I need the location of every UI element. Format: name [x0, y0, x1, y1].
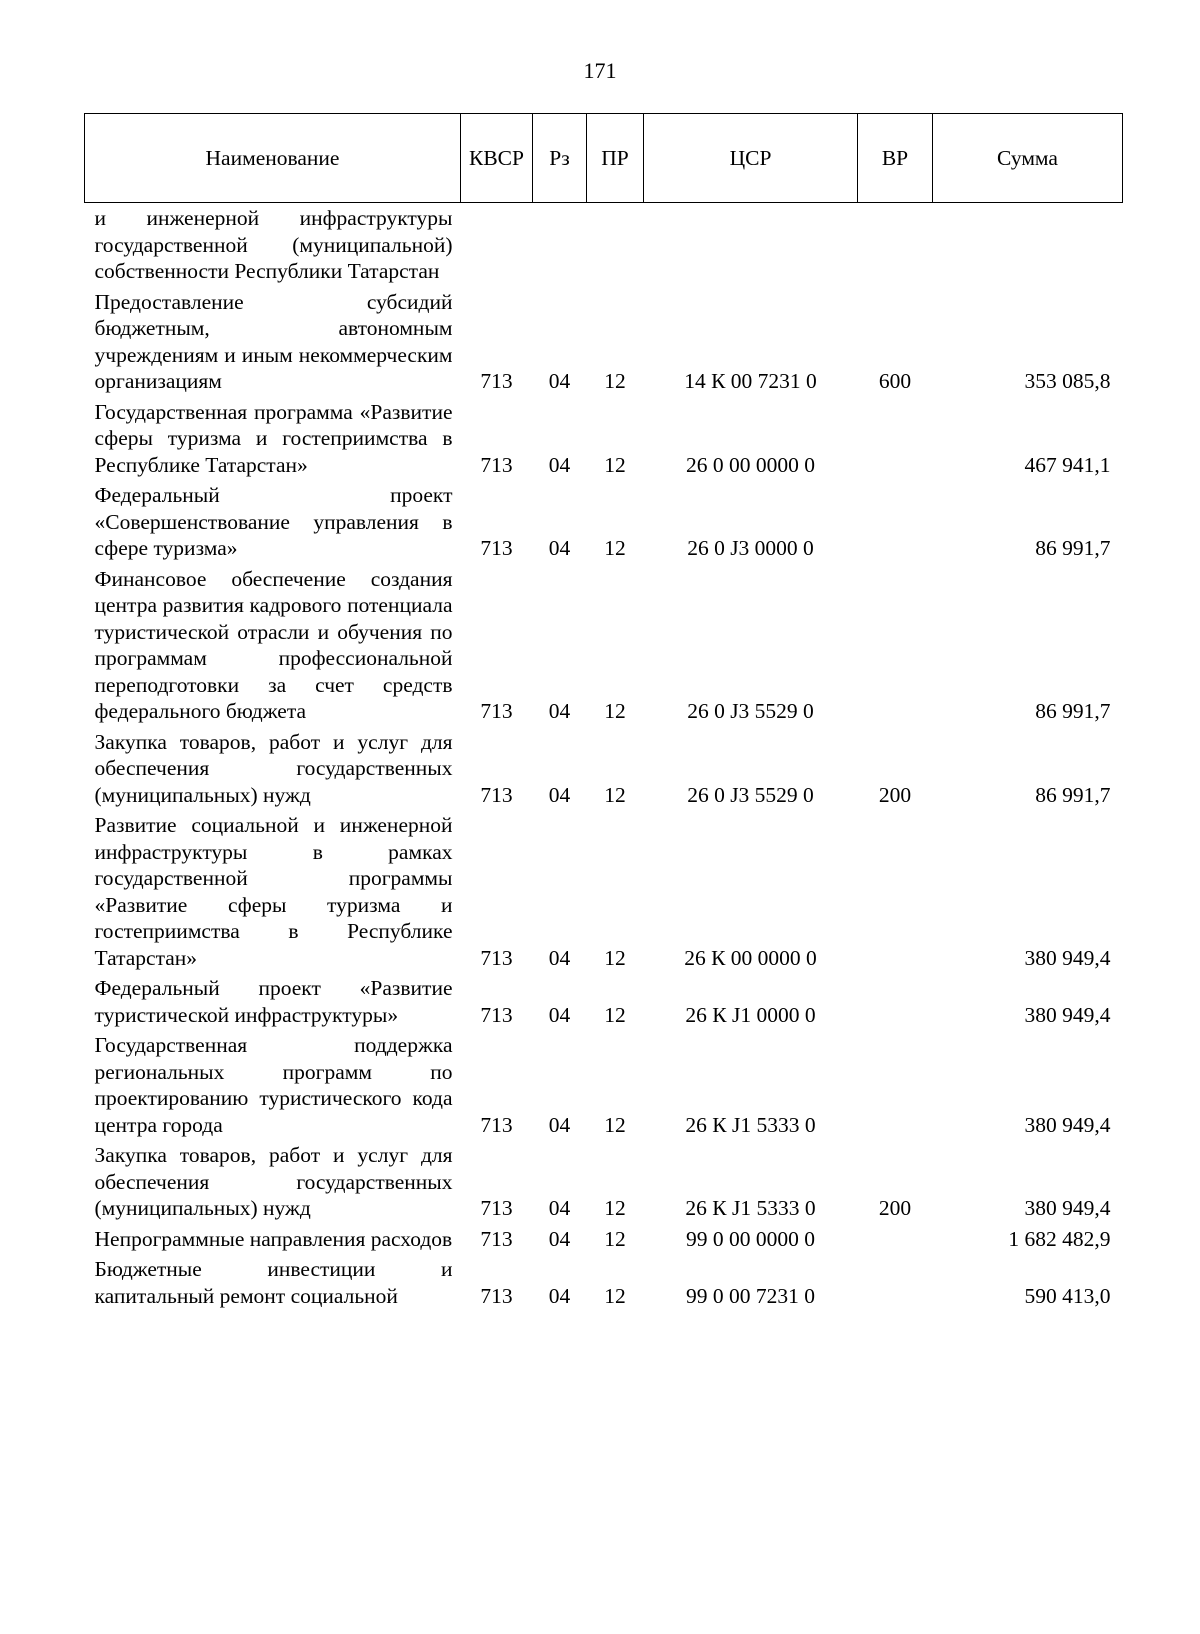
row-kvsr: 713 — [480, 1196, 513, 1220]
table-body — [85, 203, 1123, 1312]
row-kvsr: 713 — [480, 369, 513, 393]
row-vr — [858, 1254, 933, 1311]
header-kvsr: КВСР — [461, 114, 533, 203]
row-vr — [858, 1224, 933, 1255]
row-pr: 12 — [604, 452, 626, 477]
row-pr: 12 — [604, 1283, 626, 1308]
row-rz: 04 — [548, 1283, 571, 1308]
header-rz: Рз — [533, 114, 587, 203]
row-csr: 26 К 00 0000 0 — [684, 945, 817, 970]
header-name: Наименование — [85, 114, 461, 203]
row-rz: 04 — [548, 1226, 571, 1251]
row-pr: 12 — [604, 1196, 626, 1220]
row-csr: 26 0 00 0000 0 — [686, 452, 815, 477]
row-pr: 12 — [604, 369, 626, 393]
row-kvsr: 713 — [480, 1283, 513, 1308]
page-number: 171 — [583, 58, 617, 83]
row-csr: 26 0 J3 5529 0 — [687, 782, 814, 807]
row-name: Государственная программа «Развитие сферы туризма и гостеприимства в Республике Татарстан» — [94, 399, 453, 477]
header-sum: Сумма — [933, 114, 1123, 203]
row-pr: 12 — [604, 1002, 626, 1027]
row-name: Предоставление субсидий бюджетным, автономным учреждениям и иным некоммерческим организациям — [94, 289, 453, 393]
row-name: Закупка товаров, работ и услуг для обеспечения государственных (муниципальных) нужд — [94, 1143, 453, 1220]
row-csr: 14 К 00 7231 0 — [684, 369, 817, 393]
row-sum: 86 991,7 — [1035, 782, 1111, 807]
row-name: и инженерной инфраструктуры государственной (муниципальной) собственности Республики Татарстан — [94, 206, 453, 283]
row-sum: 467 941,1 — [1024, 452, 1111, 477]
table-row — [85, 973, 1123, 1030]
row-csr: 26 0 J3 0000 0 — [687, 536, 814, 560]
row-name: Федеральный проект «Совершенствование управления в сфере туризма» — [94, 483, 453, 560]
row-kvsr — [461, 203, 533, 287]
row-csr: 99 0 00 0000 0 — [686, 1226, 815, 1251]
row-sum: 86 991,7 — [1035, 536, 1111, 560]
row-vr — [858, 810, 933, 973]
budget-table — [84, 113, 1123, 1311]
row-kvsr: 713 — [480, 1002, 513, 1027]
table-row — [85, 1254, 1123, 1311]
table-row — [85, 397, 1123, 481]
row-vr — [858, 480, 933, 564]
row-sum: 380 949,4 — [1024, 1112, 1111, 1137]
row-kvsr: 713 — [480, 1112, 513, 1137]
row-rz: 04 — [548, 369, 571, 393]
row-name: Закупка товаров, работ и услуг для обеспечения государственных (муниципальных) нужд — [94, 729, 453, 807]
row-vr: 200 — [878, 782, 912, 807]
row-sum: 353 085,8 — [1024, 369, 1111, 393]
row-vr — [858, 203, 933, 287]
table-row — [85, 727, 1123, 811]
table-row — [85, 480, 1123, 564]
row-pr: 12 — [604, 536, 626, 560]
row-vr — [858, 564, 933, 727]
row-sum: 380 949,4 — [1024, 945, 1111, 970]
row-rz: 04 — [548, 452, 571, 477]
row-pr: 12 — [604, 699, 626, 723]
row-kvsr: 713 — [480, 782, 513, 807]
table-row — [85, 810, 1123, 973]
row-name: Государственная поддержка региональных программ по проектированию туристического кода центра города — [94, 1033, 453, 1137]
row-sum — [933, 203, 1123, 287]
row-name: Федеральный проект «Развитие туристической инфраструктуры» — [94, 976, 453, 1027]
table-header — [85, 114, 1123, 203]
row-sum: 86 991,7 — [1035, 699, 1111, 723]
header-csr: ЦСР — [644, 114, 858, 203]
row-rz: 04 — [548, 1002, 571, 1027]
row-kvsr: 713 — [480, 945, 513, 970]
row-pr: 12 — [604, 945, 626, 970]
row-name: Бюджетные инвестиции и капитальный ремонт социальной — [94, 1257, 453, 1308]
row-kvsr: 713 — [480, 452, 513, 477]
row-rz: 04 — [548, 1196, 571, 1220]
row-rz — [533, 203, 587, 287]
row-sum: 380 949,4 — [1024, 1196, 1111, 1220]
row-csr: 26 К J1 5333 0 — [685, 1196, 816, 1220]
header-vr: ВР — [858, 114, 933, 203]
row-rz: 04 — [548, 782, 571, 807]
row-csr: 26 0 J3 5529 0 — [687, 699, 814, 723]
row-sum: 1 682 482,9 — [1008, 1226, 1111, 1251]
row-kvsr: 713 — [480, 699, 513, 723]
row-sum: 590 413,0 — [1024, 1283, 1111, 1308]
row-name: Развитие социальной и инженерной инфраструктуры в рамках государственной программы «Развитие сферы туризма и гостеприимства в Республике Татарстан» — [94, 813, 453, 970]
row-vr: 200 — [878, 1196, 912, 1220]
row-sum: 380 949,4 — [1024, 1002, 1111, 1027]
row-vr: 600 — [878, 369, 912, 393]
table-row — [85, 203, 1123, 287]
row-csr: 99 0 00 7231 0 — [686, 1283, 815, 1308]
row-vr — [858, 397, 933, 481]
row-name: Финансовое обеспечение создания центра развития кадрового потенциала туристической отрасли и обучения по программам профессиональной переподготовки за счет средств федерального бюджета — [94, 566, 453, 723]
row-csr — [644, 203, 858, 287]
row-vr — [858, 1030, 933, 1140]
row-kvsr: 713 — [480, 536, 513, 560]
row-kvsr: 713 — [480, 1226, 513, 1251]
row-rz: 04 — [548, 945, 571, 970]
row-rz: 04 — [548, 536, 571, 560]
row-rz: 04 — [548, 699, 571, 723]
row-name: Непрограммные направления расходов — [94, 1226, 453, 1251]
row-pr: 12 — [604, 1112, 626, 1137]
row-vr — [858, 973, 933, 1030]
table-row — [85, 287, 1123, 397]
table-row — [85, 1030, 1123, 1140]
row-pr: 12 — [604, 782, 626, 807]
row-pr — [587, 203, 644, 287]
table-row — [85, 1140, 1123, 1224]
table-row — [85, 1224, 1123, 1255]
row-csr: 26 К J1 5333 0 — [685, 1112, 816, 1137]
table-row — [85, 564, 1123, 727]
header-pr: ПР — [587, 114, 644, 203]
row-rz: 04 — [548, 1112, 571, 1137]
row-csr: 26 К J1 0000 0 — [685, 1002, 816, 1027]
row-pr: 12 — [604, 1226, 626, 1251]
